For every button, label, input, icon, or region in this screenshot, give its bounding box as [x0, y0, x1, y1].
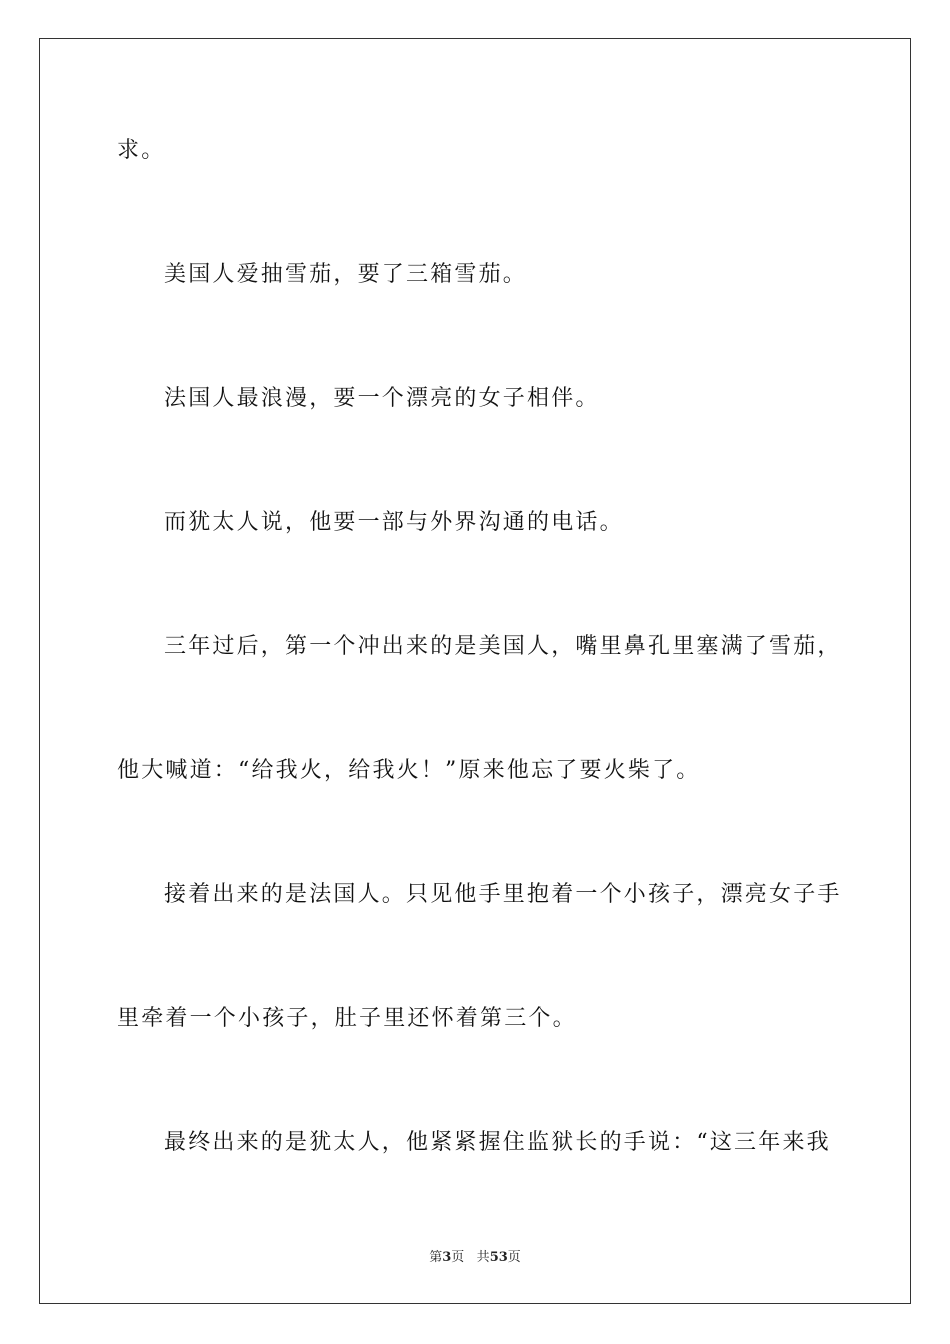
text-line: 最终出来的是犹太人，他紧紧握住监狱长的手说：“这三年来我	[164, 1130, 831, 1155]
text-line: 三年过后，第一个冲出来的是美国人，嘴里鼻孔里塞满了雪茄，	[164, 634, 842, 659]
text-line: 接着出来的是法国人。只见他手里抱着一个小孩子，漂亮女子手	[164, 882, 842, 907]
page-number: 3	[442, 1250, 452, 1265]
page-suffix: 页	[451, 1250, 465, 1265]
page-border	[39, 38, 911, 1304]
text-line: 美国人爱抽雪茄，要了三箱雪茄。	[164, 262, 528, 287]
text-line: 而犹太人说，他要一部与外界沟通的电话。	[164, 510, 624, 535]
total-prefix: 共	[476, 1250, 490, 1265]
total-suffix: 页	[507, 1250, 521, 1265]
text-line: 法国人最浪漫，要一个漂亮的女子相伴。	[164, 386, 600, 411]
text-line: 里牵着一个小孩子，肚子里还怀着第三个。	[117, 1006, 577, 1031]
page-footer	[0, 1246, 950, 1265]
text-line: 求。	[117, 138, 166, 163]
text-line: 他大喊道：“给我火，给我火！”原来他忘了要火柴了。	[117, 758, 701, 783]
total-pages: 53	[489, 1250, 508, 1265]
page-prefix: 第	[429, 1250, 443, 1265]
